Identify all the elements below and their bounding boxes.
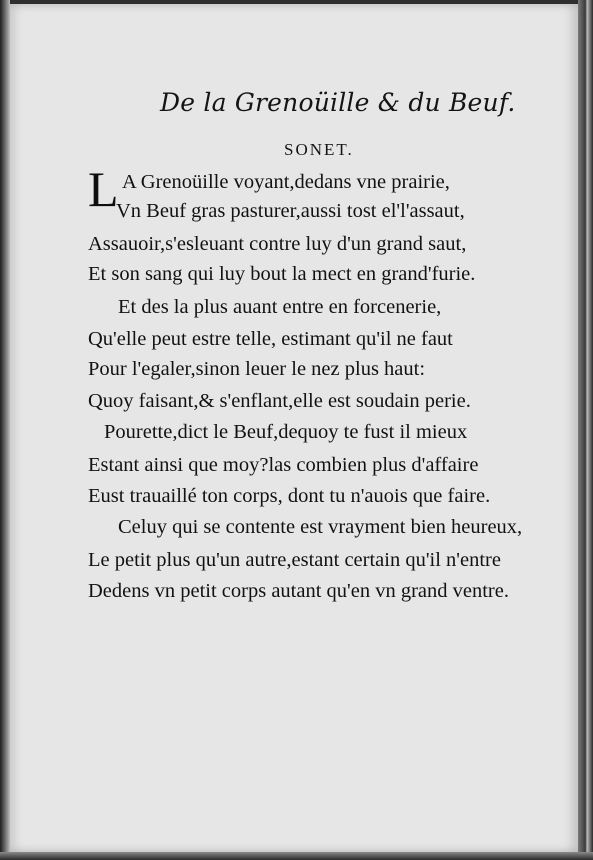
poem-line: Et des la plus auant entre en forcenerie, [118,296,442,318]
poem-title: SONET. [284,140,354,159]
poem-line: Et son sang qui luy bout la mect en grand'furie. [88,263,476,285]
poem-line: Quoy faisant,& s'enflant,elle est soudain perie. [88,390,471,412]
poem-line: Pourette,dict le Beuf,dequoy te fust il mieux [104,421,468,443]
poem-line: Eust trauaillé ton corps, dont tu n'auois que faire. [88,485,491,507]
poem-line: Vn Beuf gras pasturer,aussi tost el'l'assaut, [116,200,465,222]
poem-line: A Grenoüille voyant,dedans vne prairie, [122,171,450,193]
poem-line: Dedens vn petit corps autant qu'en vn grand ventre. [88,580,509,602]
drop-capital: L [88,161,119,217]
poem-line: Pour l'egaler,sinon leuer le nez plus haut: [88,358,426,380]
poem-line: Qu'elle peut estre telle, estimant qu'il ne faut [88,328,453,350]
poem-line: Estant ainsi que moy?las combien plus d'affaire [88,454,479,476]
running-head: De la Grenoüille & du Beuf. [160,88,516,117]
poem-line: Le petit plus qu'un autre,estant certain qu'il n'entre [88,549,501,571]
poem-line: Assauoir,s'esleuant contre luy d'un grand saut, [88,233,467,255]
poem-line: Celuy qui se contente est vrayment bien heureux, [118,516,523,538]
